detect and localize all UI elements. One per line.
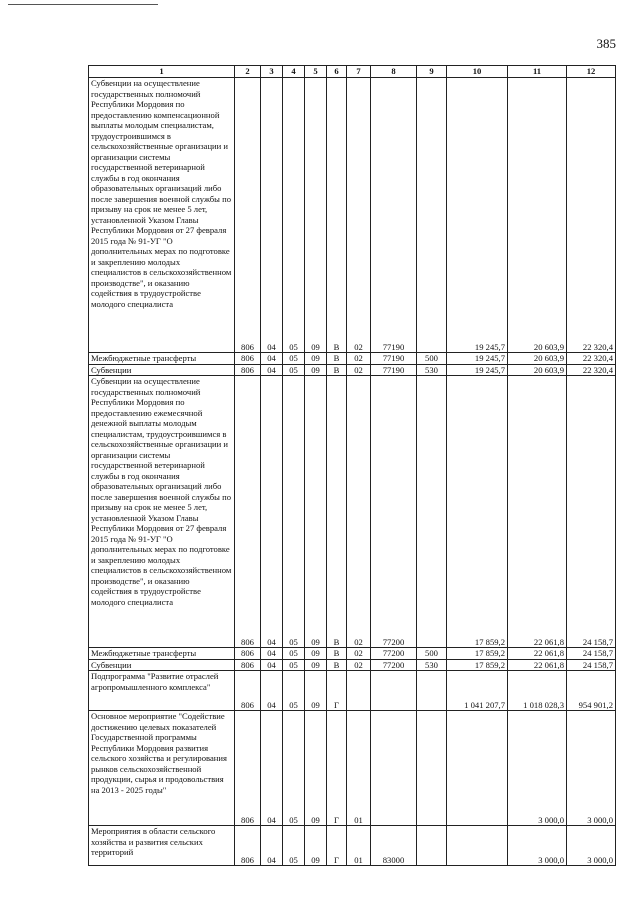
column-header: 8: [371, 66, 417, 78]
code-cell-c7: 02: [347, 353, 371, 365]
code-cell-c12: 3 000,0: [567, 711, 616, 826]
code-cell-c11: 3 000,0: [508, 826, 567, 866]
code-cell-c2: 806: [235, 364, 261, 376]
row-name: Субвенции на осуществление государственных полномочий Республики Мордовия по предоставлению компенсационной выплаты молодым специалистам, трудоустроившимся в сельскохозяйственные организации и организации системы государственной ветеринарной службы в год окончания образовательных организаций либо после завершения военной службы по призыву на срок не менее 5 лет, установленной Указом Главы Республики Мордовия от 27 февраля 2015 года № 91-УГ "О дополнительных мерах по подготовке и закреплению молодых специалистов в сельскохозяйственном производстве", и оказанию содействия в трудоустройстве молодого специалиста: [91, 78, 232, 309]
code-cell-c5: 09: [305, 353, 327, 365]
row-name-cell: [89, 376, 235, 648]
code-cell-c4: 05: [283, 671, 305, 711]
code-cell-c7: 01: [347, 826, 371, 866]
code-cell-c5: 09: [305, 711, 327, 826]
code-cell-c7: 02: [347, 648, 371, 660]
code-cell-c2: 806: [235, 671, 261, 711]
code-cell-c10: 17 859,2: [447, 648, 508, 660]
column-header: 3: [261, 66, 283, 78]
table-row: [89, 78, 616, 353]
code-cell-c6: Г: [327, 711, 347, 826]
code-cell-c10: [447, 711, 508, 826]
code-cell-c3: 04: [261, 78, 283, 353]
row-name: Субвенции на осуществление государственных полномочий Республики Мордовия по предоставлению ежемесячной денежной выплаты молодым специалистам, трудоустроившимся в сельскохозяйственные организации и организации системы государственной ветеринарной службы в год окончания образовательных организаций либо после завершения военной службы по призыву на срок не менее 5 лет, установленной Указом Главы Республики Мордовия от 27 февраля 2015 года № 91-УГ "О дополнительных мерах по подготовке и закреплению молодых специалистов в сельскохозяйственном производстве", и оказанию содействия в трудоустройстве молодого специалиста: [91, 376, 232, 607]
code-cell-c3: 04: [261, 364, 283, 376]
table-row: [89, 376, 616, 648]
code-cell-c2: 806: [235, 826, 261, 866]
code-cell-c3: 04: [261, 659, 283, 671]
code-cell-c2: 806: [235, 78, 261, 353]
code-cell-c8: 83000: [371, 826, 417, 866]
code-cell-c7: 01: [347, 711, 371, 826]
code-cell-c9: [417, 671, 447, 711]
code-cell-c12: 24 158,7: [567, 648, 616, 660]
header-row: [89, 66, 616, 78]
budget-table: [88, 65, 616, 866]
code-cell-c9: 500: [417, 648, 447, 660]
code-cell-c10: 1 041 207,7: [447, 671, 508, 711]
code-cell-c2: 806: [235, 648, 261, 660]
code-cell-c9: 530: [417, 659, 447, 671]
code-cell-c6: Г: [327, 826, 347, 866]
column-header: 5: [305, 66, 327, 78]
code-cell-c9: [417, 78, 447, 353]
row-name: Субвенции: [91, 659, 132, 670]
column-header: 11: [508, 66, 567, 78]
code-cell-c5: 09: [305, 376, 327, 648]
table-row: [89, 648, 616, 660]
code-cell-c3: 04: [261, 671, 283, 711]
table-row: [89, 671, 616, 711]
code-cell-c6: В: [327, 659, 347, 671]
code-cell-c4: 05: [283, 376, 305, 648]
table-row: [89, 659, 616, 671]
page-number: 385: [596, 36, 616, 51]
code-cell-c7: [347, 671, 371, 711]
code-cell-c11: 20 603,9: [508, 353, 567, 365]
code-cell-c12: 22 320,4: [567, 78, 616, 353]
code-cell-c5: 09: [305, 648, 327, 660]
code-cell-c2: 806: [235, 353, 261, 365]
row-name-cell: [89, 364, 235, 376]
column-header: 7: [347, 66, 371, 78]
code-cell-c4: 05: [283, 78, 305, 353]
code-cell-c3: 04: [261, 376, 283, 648]
row-name-cell: [89, 78, 235, 353]
row-name: Мероприятия в области сельского хозяйства и развития сельских территорий: [91, 826, 216, 857]
row-name-cell: [89, 711, 235, 826]
code-cell-c12: 24 158,7: [567, 659, 616, 671]
code-cell-c6: В: [327, 353, 347, 365]
column-header: 12: [567, 66, 616, 78]
code-cell-c2: 806: [235, 711, 261, 826]
code-cell-c9: [417, 376, 447, 648]
code-cell-c10: [447, 826, 508, 866]
code-cell-c2: 806: [235, 376, 261, 648]
row-name: Субвенции: [91, 364, 132, 375]
code-cell-c7: 02: [347, 659, 371, 671]
code-cell-c8: 77200: [371, 659, 417, 671]
column-header: 9: [417, 66, 447, 78]
row-name: Межбюджетные трансферты: [91, 648, 197, 658]
table-row: [89, 364, 616, 376]
code-cell-c8: 77190: [371, 364, 417, 376]
code-cell-c4: 05: [283, 364, 305, 376]
code-cell-c8: 77190: [371, 353, 417, 365]
code-cell-c6: В: [327, 364, 347, 376]
code-cell-c9: 530: [417, 364, 447, 376]
code-cell-c2: 806: [235, 659, 261, 671]
code-cell-c9: [417, 711, 447, 826]
code-cell-c7: 02: [347, 376, 371, 648]
scan-border-line: [8, 4, 158, 5]
row-name-cell: [89, 671, 235, 711]
code-cell-c11: 3 000,0: [508, 711, 567, 826]
table-row: [89, 353, 616, 365]
code-cell-c8: 77190: [371, 78, 417, 353]
code-cell-c11: 20 603,9: [508, 364, 567, 376]
code-cell-c12: 22 320,4: [567, 353, 616, 365]
code-cell-c7: 02: [347, 78, 371, 353]
code-cell-c11: 1 018 028,3: [508, 671, 567, 711]
code-cell-c10: 19 245,7: [447, 78, 508, 353]
code-cell-c11: 22 061,8: [508, 648, 567, 660]
column-header: 1: [89, 66, 235, 78]
code-cell-c12: 3 000,0: [567, 826, 616, 866]
column-header: 2: [235, 66, 261, 78]
code-cell-c8: [371, 711, 417, 826]
code-cell-c3: 04: [261, 711, 283, 826]
code-cell-c3: 04: [261, 648, 283, 660]
code-cell-c11: 22 061,8: [508, 659, 567, 671]
code-cell-c8: 77200: [371, 376, 417, 648]
table-body: [89, 78, 616, 866]
column-header: 4: [283, 66, 305, 78]
code-cell-c4: 05: [283, 648, 305, 660]
code-cell-c9: 500: [417, 353, 447, 365]
table-row: [89, 826, 616, 866]
code-cell-c5: 09: [305, 659, 327, 671]
code-cell-c3: 04: [261, 353, 283, 365]
code-cell-c5: 09: [305, 826, 327, 866]
row-name-cell: [89, 659, 235, 671]
code-cell-c6: В: [327, 648, 347, 660]
code-cell-c11: 20 603,9: [508, 78, 567, 353]
row-name-cell: [89, 648, 235, 660]
code-cell-c8: 77200: [371, 648, 417, 660]
row-name-cell: [89, 353, 235, 365]
row-name-cell: [89, 826, 235, 866]
code-cell-c5: 09: [305, 671, 327, 711]
code-cell-c4: 05: [283, 659, 305, 671]
code-cell-c12: 24 158,7: [567, 376, 616, 648]
column-header: 10: [447, 66, 508, 78]
code-cell-c7: 02: [347, 364, 371, 376]
row-name: Подпрограмма "Развитие отраслей агропромышленного комплекса": [91, 671, 219, 692]
code-cell-c4: 05: [283, 353, 305, 365]
code-cell-c10: 19 245,7: [447, 364, 508, 376]
row-name: Основное мероприятие "Содействие достижению целевых показателей Государственной программы Республики Мордовия развития сельского хозяйства и регулирования рынков сельскохозяйственной продукции, сырья и продовольствия на 2013 - 2025 годы": [91, 711, 227, 795]
code-cell-c6: В: [327, 376, 347, 648]
code-cell-c3: 04: [261, 826, 283, 866]
row-name: Межбюджетные трансферты: [91, 353, 197, 363]
code-cell-c5: 09: [305, 364, 327, 376]
code-cell-c6: Г: [327, 671, 347, 711]
code-cell-c4: 05: [283, 711, 305, 826]
code-cell-c10: 17 859,2: [447, 659, 508, 671]
column-header: 6: [327, 66, 347, 78]
code-cell-c10: 17 859,2: [447, 376, 508, 648]
code-cell-c12: 22 320,4: [567, 364, 616, 376]
code-cell-c10: 19 245,7: [447, 353, 508, 365]
table-row: [89, 711, 616, 826]
code-cell-c9: [417, 826, 447, 866]
code-cell-c6: В: [327, 78, 347, 353]
code-cell-c4: 05: [283, 826, 305, 866]
code-cell-c8: [371, 671, 417, 711]
code-cell-c5: 09: [305, 78, 327, 353]
code-cell-c11: 22 061,8: [508, 376, 567, 648]
code-cell-c12: 954 901,2: [567, 671, 616, 711]
